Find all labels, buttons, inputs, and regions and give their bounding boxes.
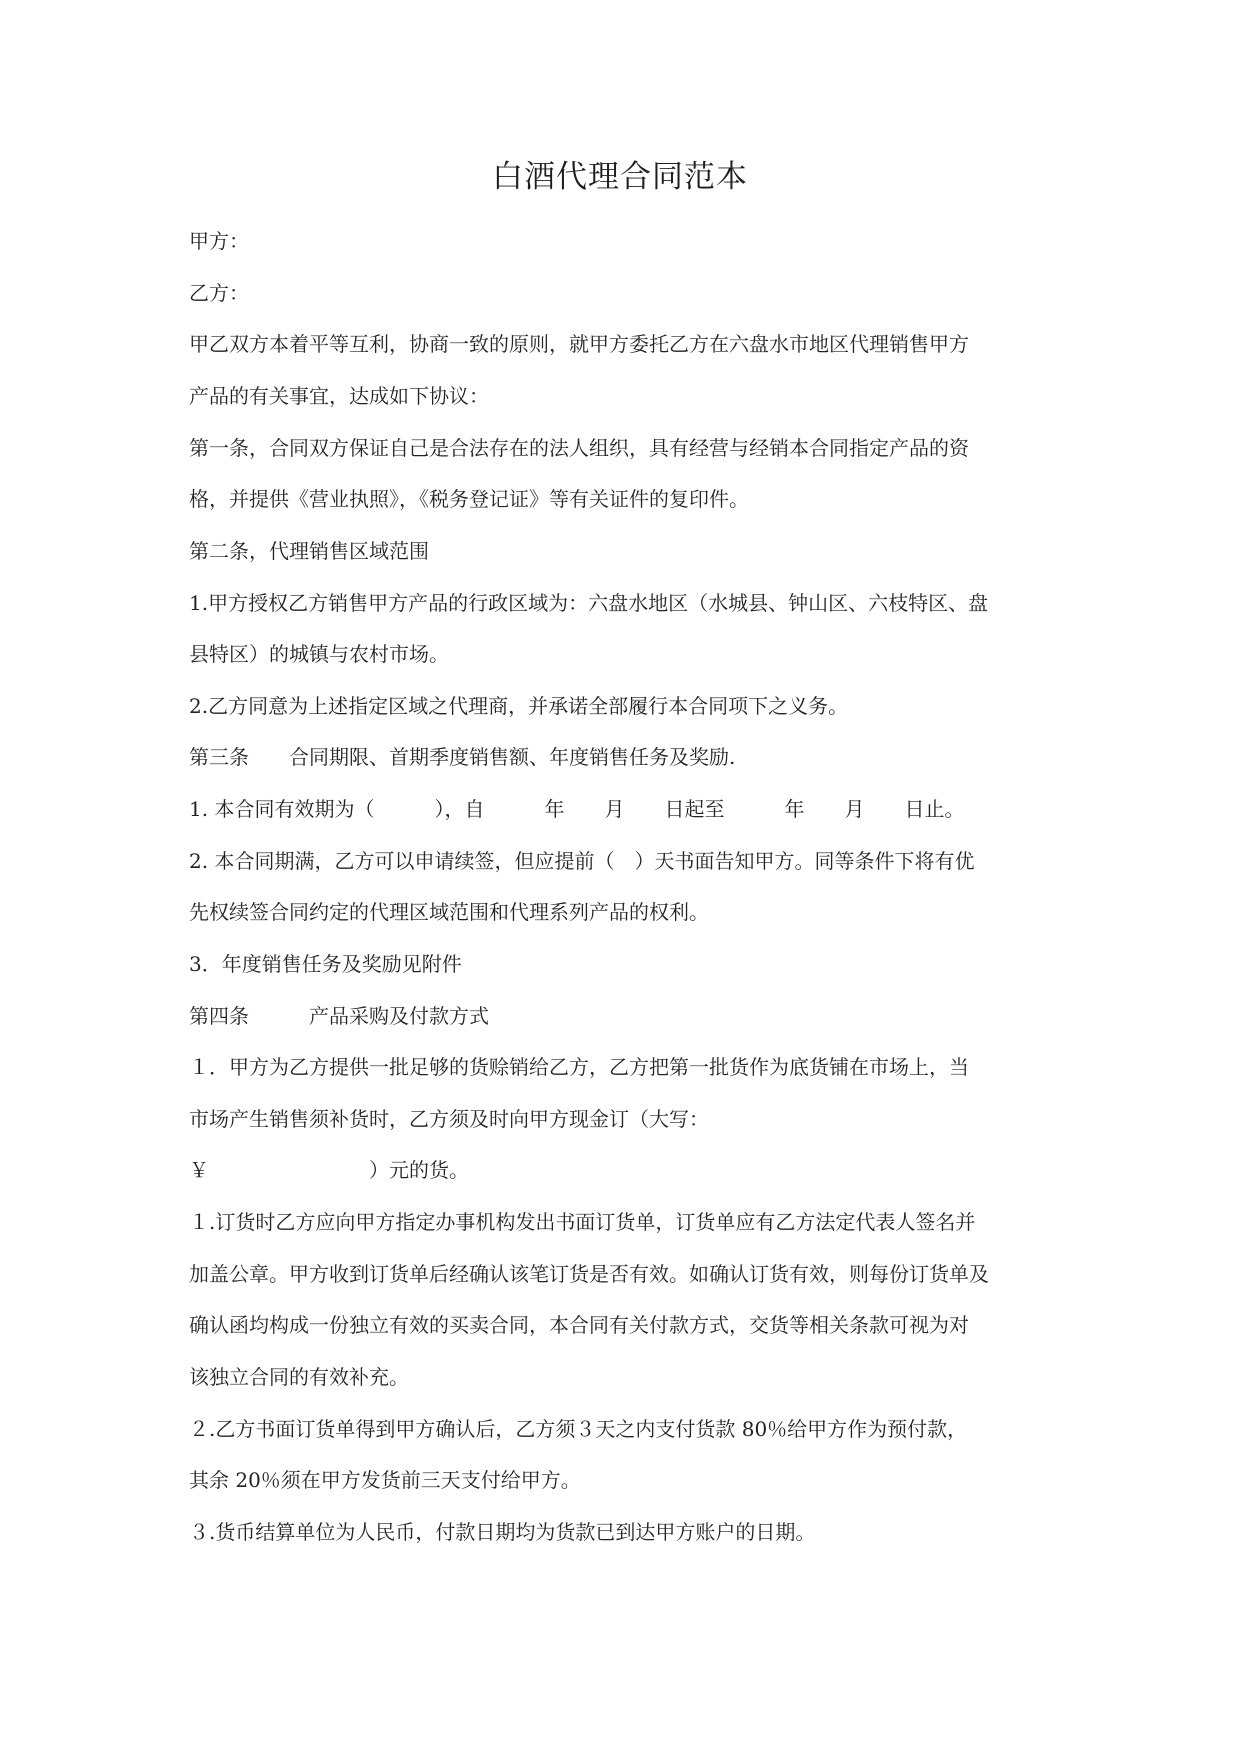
paragraph-line: 2. 本合同期满，乙方可以申请续签，但应提前（ ）天书面告知甲方。同等条件下将有优 — [189, 849, 975, 873]
paragraph-line: 甲乙双方本着平等互利，协商一致的原则，就甲方委托乙方在六盘水市地区代理销售甲方 — [189, 332, 969, 356]
paragraph-line: 先权续签合同约定的代理区域范围和代理系列产品的权利。 — [189, 900, 709, 924]
party-b-line: 乙方： — [189, 281, 249, 305]
paragraph-line: 1. 本合同有效期为（ ），自 年 月 日起至 年 月 日止。 — [189, 797, 965, 821]
paragraph-line: 其余 20％须在甲方发货前三天支付给甲方。 — [189, 1468, 581, 1492]
document-title: 白酒代理合同范本 — [492, 159, 748, 195]
paragraph-line: 确认函均构成一份独立有效的买卖合同，本合同有关付款方式，交货等相关条款可视为对 — [189, 1313, 969, 1337]
paragraph-line: １.订货时乙方应向甲方指定办事机构发出书面订货单，订货单应有乙方法定代表人签名并 — [189, 1210, 976, 1234]
paragraph-line: １．甲方为乙方提供一批足够的货赊销给乙方，乙方把第一批货作为底货铺在市场上，当 — [189, 1055, 969, 1079]
paragraph-line: 1.甲方授权乙方销售甲方产品的行政区域为：六盘水地区（水城县、钟山区、六枝特区、盘 — [189, 591, 989, 615]
paragraph-line: 该独立合同的有效补充。 — [189, 1365, 409, 1389]
paragraph-line: ２.乙方书面订货单得到甲方确认后，乙方须３天之内支付货款 80％给甲方作为预付款， — [189, 1417, 968, 1441]
paragraph-line: 格，并提供《营业执照》，《税务登记证》等有关证件的复印件。 — [189, 487, 749, 511]
paragraph-line: 3．年度销售任务及奖励见附件 — [189, 952, 462, 976]
paragraph-line: ３.货币结算单位为人民币，付款日期均为货款已到达甲方账户的日期。 — [189, 1520, 816, 1544]
paragraph-line: 第一条，合同双方保证自己是合法存在的法人组织，具有经营与经销本合同指定产品的资 — [189, 436, 969, 460]
article-heading: 第三条 合同期限、首期季度销售额、年度销售任务及奖励. — [189, 745, 736, 769]
paragraph-line: 2.乙方同意为上述指定区域之代理商，并承诺全部履行本合同项下之义务。 — [189, 694, 849, 718]
paragraph-line: 县特区）的城镇与农村市场。 — [189, 642, 449, 666]
article-heading: 第二条，代理销售区域范围 — [189, 539, 429, 563]
paragraph-line: 市场产生销售须补货时，乙方须及时向甲方现金订（大写： — [189, 1107, 709, 1131]
paragraph-line: 加盖公章。甲方收到订货单后经确认该笔订货是否有效。如确认订货有效，则每份订货单及 — [189, 1262, 989, 1286]
paragraph-line: 产品的有关事宜，达成如下协议： — [189, 384, 489, 408]
article-heading: 第四条 产品采购及付款方式 — [189, 1004, 489, 1028]
paragraph-line: ￥ ）元的货。 — [189, 1158, 469, 1182]
party-a-line: 甲方： — [189, 229, 249, 253]
